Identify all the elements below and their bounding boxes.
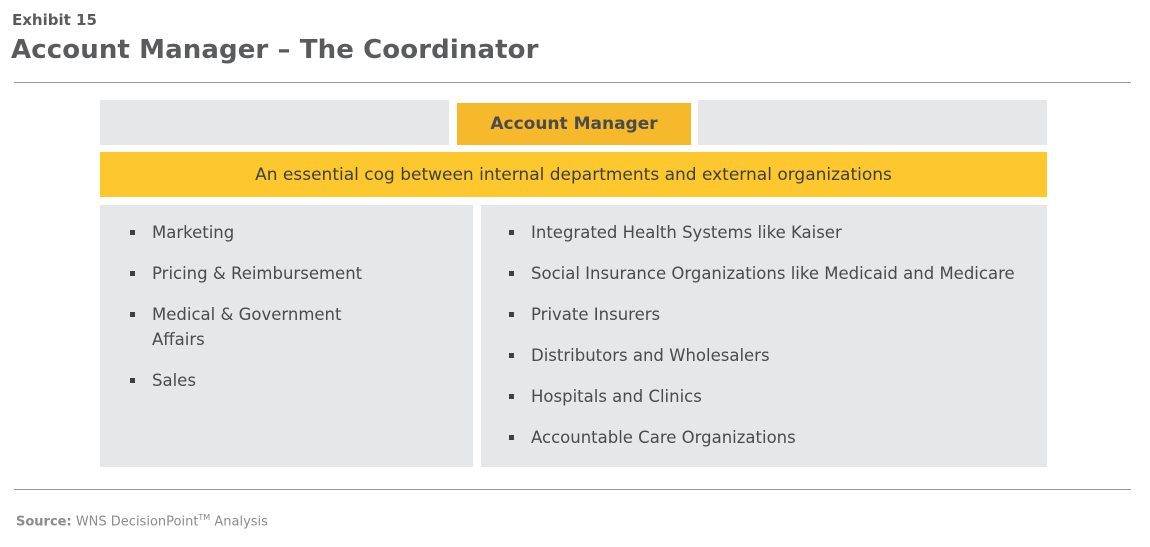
list-item: Hospitals and Clinics bbox=[509, 384, 1039, 409]
source-text: WNS DecisionPoint bbox=[75, 514, 199, 530]
source-note bbox=[16, 513, 268, 529]
external-organizations-list bbox=[509, 220, 1039, 466]
role-banner: An essential cog between internal departments and external organizations bbox=[100, 152, 1047, 197]
page-title: Account Manager – The Coordinator bbox=[11, 35, 539, 65]
top-left-panel bbox=[100, 100, 449, 145]
list-item: Private Insurers bbox=[509, 302, 1039, 327]
list-item: Integrated Health Systems like Kaiser bbox=[509, 220, 1039, 245]
top-divider bbox=[14, 82, 1131, 83]
source-label: Source: bbox=[16, 514, 72, 530]
list-item: Medical & Government Affairs bbox=[130, 302, 370, 352]
internal-departments-list bbox=[130, 220, 370, 409]
bottom-divider bbox=[14, 489, 1131, 490]
source-suffix: Analysis bbox=[214, 514, 268, 530]
account-manager-box: Account Manager bbox=[457, 103, 691, 145]
list-item: Marketing bbox=[130, 220, 370, 245]
list-item: Accountable Care Organizations bbox=[509, 425, 1039, 450]
list-item: Distributors and Wholesalers bbox=[509, 343, 1039, 368]
list-item: Pricing & Reimbursement bbox=[130, 261, 370, 286]
list-item: Social Insurance Organizations like Medicaid and Medicare bbox=[509, 261, 1039, 286]
exhibit-label: Exhibit 15 bbox=[12, 11, 97, 29]
list-item: Sales bbox=[130, 368, 370, 393]
trademark-mark: TM bbox=[198, 513, 211, 522]
top-right-panel bbox=[698, 100, 1047, 145]
